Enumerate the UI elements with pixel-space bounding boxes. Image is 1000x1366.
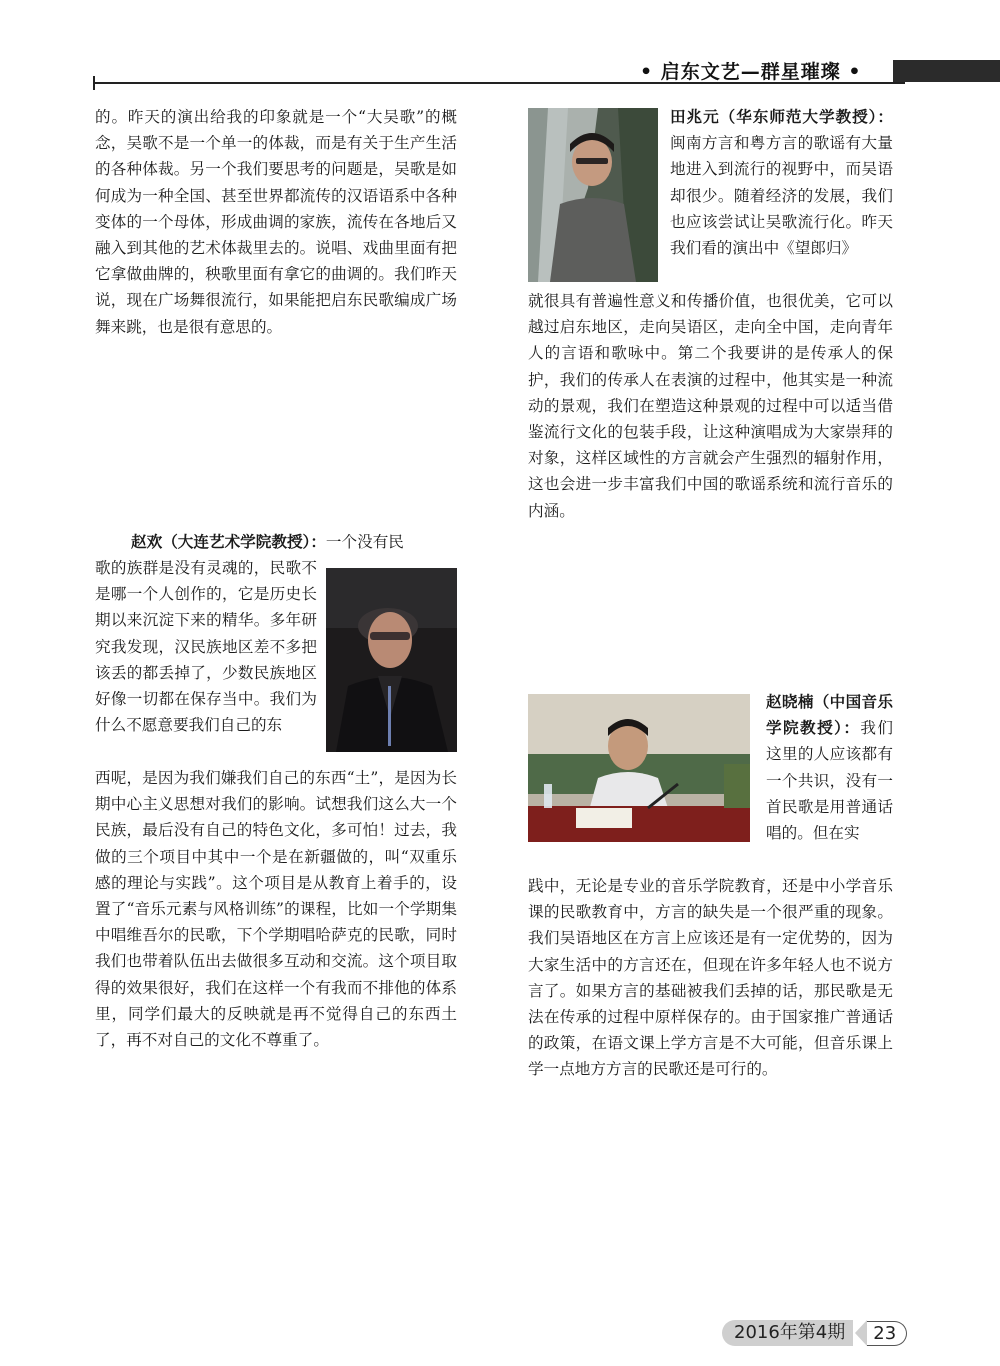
photo-zhaohuan (326, 568, 457, 752)
photo-tianzhaoyuan (528, 108, 658, 282)
speaker-name-zhaohuan: 赵欢（大连艺术学院教授）： (131, 533, 326, 551)
section-title: • 启东文艺—群星璀璨 • (640, 61, 862, 83)
portrait-image (528, 108, 658, 282)
tian-wrap-text (670, 104, 893, 288)
zhaoxiaonan-intro-text: 我们这里的人应该都有一个共识，没有一首民歌是用普通话唱的。但在实 (766, 719, 893, 843)
issue-label: 2016年第4期 (722, 1320, 853, 1346)
page-number: 23 (867, 1321, 907, 1346)
zhaohuan-intro-text: 歌的族群是没有灵魂的，民歌不是哪一个人创作的，它是历史长期以来沉淀下来的精华。多年研究我发现，汉民族地区差不多把该丢的都丢掉了，少数民族地区好像一切都在保存当中。我们为什么不愿意要我们自己的东 (95, 559, 317, 735)
zhaohuan-intro-lead: 一个没有民 (325, 533, 404, 551)
tian-intro-text: 闽南方言和粤方言的歌谣有大量地进入到流行的视野中，而吴语却很少。随着经济的发展，我们也应该尝试让吴歌流行化。昨天我们看的演出中《望郎归》 (670, 134, 893, 258)
zhaoxiaonan-body-text: 践中，无论是专业的音乐学院教育，还是中小学音乐课的民歌教育中，方言的缺失是一个很严重的现象。我们吴语地区在方言上应该还是有一定优势的，因为大家生活中的方言还在，但现在许多年轻人也不说方言了。如果方言的基础被我们丢掉的话，那民歌是无法在传承的过程中原样保存的。由于国家推广普通话的政策，在语文课上学方言是不大可能，但音乐课上学一点地方方言的民歌还是可行的。 (528, 877, 893, 1079)
left-top-paragraph (95, 104, 457, 368)
zhaoxiaonan-body (528, 873, 893, 1113)
portrait-image (528, 694, 750, 842)
speaker-name-zhaoxiaonan: 赵晓楠（中国音乐学院教授）： (766, 693, 893, 738)
paragraph-text: 的。昨天的演出给我的印象就是一个“大吴歌”的概念，吴歌不是一个单一的体裁，而是有关于生产生活的各种体裁。另一个我们要思考的问题是，吴歌是如何成为一种全国、甚至世界都流传的汉语语系中各种变体的一个母体，形成曲调的家族，流传在各地后又融入到其他的艺术体裁里去的。说唱、戏曲里面有把它拿做曲牌的，秧歌里面有拿它的曲调的。我们昨天说，现在广场舞很流行，如果能把启东民歌编成广场舞来跳，也是很有意思的。 (95, 108, 457, 336)
page-footer (722, 1320, 907, 1346)
tian-body-text: 就很具有普遍性意义和传播价值，也很优美，它可以越过启东地区，走向吴语区，走向全中国，走向青年人的言语和歌咏中。第二个我要讲的是传承人的保护，我们的传承人在表演的过程中，他其实是一种流动的景观，我们在塑造这种景观的过程中可以适当借鉴流行文化的包装手段，让这种演唱成为大家崇拜的对象，这样区域性的方言就会产生强烈的辐射作用，这也会进一步丰富我们中国的歌谣系统和流行音乐的内涵。 (528, 292, 893, 520)
portrait-image (326, 568, 457, 752)
zhaoxiaonan-wrap-text (766, 689, 893, 873)
zhaohuan-wrap-text (95, 555, 317, 765)
tian-body (528, 288, 893, 528)
speaker-name-tianzhaoyuan: 田兆元（华东师范大学教授）： (670, 108, 893, 126)
zhaohuan-body (95, 765, 457, 1109)
photo-zhaoxiaonan (528, 694, 750, 842)
footer-arrow-icon (855, 1320, 867, 1346)
header-decor-block (893, 60, 1000, 82)
zhaohuan-body-text: 西呢，是因为我们嫌我们自己的东西“土”，是因为长期中心主义思想对我们的影响。试想我们这么大一个民族，最后没有自己的特色文化，多可怕！过去，我做的三个项目中其中一个是在新疆做的，叫“双重乐感的理论与实践”。这个项目是从教育上着手的，设置了“音乐元素与风格训练”的课程，比如一个学期集中唱维吾尔的民歌，下个学期唱哈萨克的民歌，同时我们也带着队伍出去做很多互动和交流。这个项目取得的效果很好，我们在这样一个有我而不排他的体系里，同学们最大的反映就是再不觉得自己的东西土了，再不对自己的文化不尊重了。 (95, 769, 457, 1050)
